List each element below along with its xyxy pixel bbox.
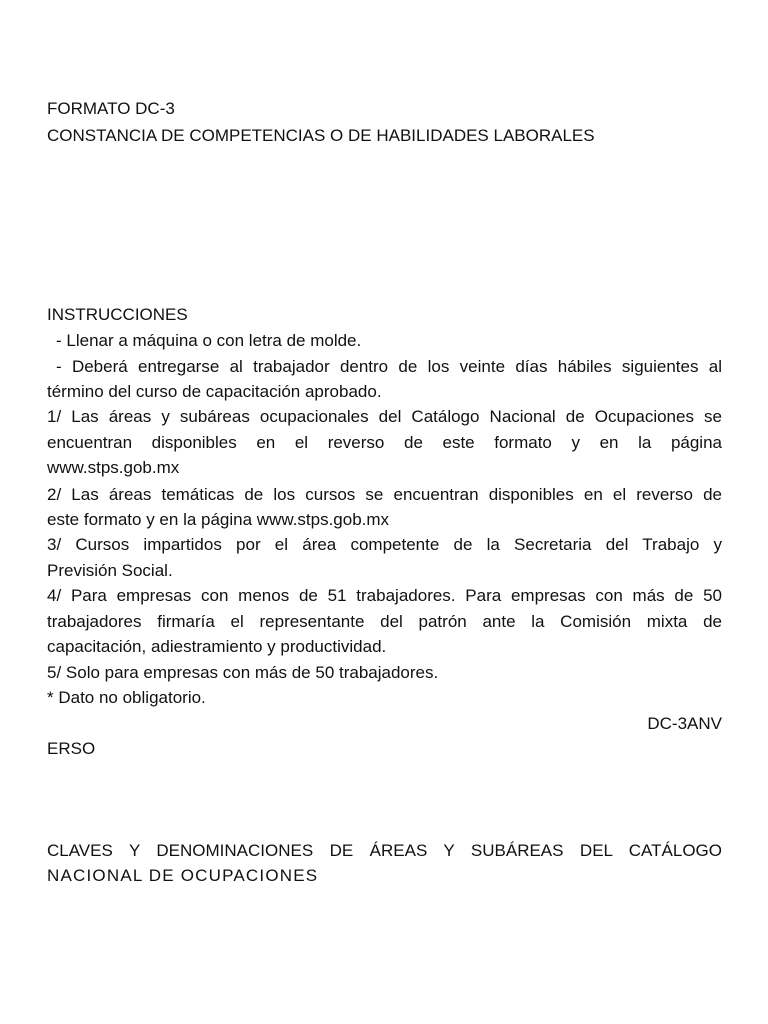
note-1-line-1: 1/ Las áreas y subáreas ocupacionales del Catálogo Nacional de Ocupaciones se xyxy=(47,407,722,426)
section-heading-line-2: NACIONAL DE OCUPACIONES xyxy=(47,866,319,885)
section-heading-line-1: CLAVES Y DENOMINACIONES DE ÁREAS Y SUBÁREAS DEL CATÁLOGO xyxy=(47,841,722,860)
note-1-line-3: www.stps.gob.mx xyxy=(47,458,180,477)
note-2-line-1: 2/ Las áreas temáticas de los cursos se encuentran disponibles en el reverso de xyxy=(47,485,722,504)
note-3-line-1: 3/ Cursos impartidos por el área competente de la Secretaria del Trabajo y xyxy=(47,535,722,554)
note-4-line-2: trabajadores firmaría el representante del patrón ante la Comisión mixta de xyxy=(47,612,722,631)
note-4-line-1: 4/ Para empresas con menos de 51 trabajadores. Para empresas con más de 50 xyxy=(47,586,722,605)
instruction-bullet-2-line-1: - Deberá entregarse al trabajador dentro de los veinte días hábiles siguientes al xyxy=(56,357,722,376)
form-subtitle: CONSTANCIA DE COMPETENCIAS O DE HABILIDADES LABORALES xyxy=(47,126,595,145)
optional-field-note: * Dato no obligatorio. xyxy=(47,688,206,707)
instruction-bullet-1: - Llenar a máquina o con letra de molde. xyxy=(56,331,362,350)
form-title: FORMATO DC-3 xyxy=(47,99,175,118)
note-3-line-2: Previsión Social. xyxy=(47,561,173,580)
document-page xyxy=(47,0,722,1024)
form-code-part-1: DC-3ANV xyxy=(647,714,722,733)
note-4-line-3: capacitación, adiestramiento y productividad. xyxy=(47,637,387,656)
instructions-heading: INSTRUCCIONES xyxy=(47,305,188,324)
note-2-line-2: este formato y en la página www.stps.gob.mx xyxy=(47,510,390,529)
note-5: 5/ Solo para empresas con más de 50 trabajadores. xyxy=(47,663,439,682)
note-1-line-2: encuentran disponibles en el reverso de este formato y en la página xyxy=(47,433,722,452)
form-code-part-2: ERSO xyxy=(47,739,96,758)
instruction-bullet-2-line-2: término del curso de capacitación aprobado. xyxy=(47,382,382,401)
